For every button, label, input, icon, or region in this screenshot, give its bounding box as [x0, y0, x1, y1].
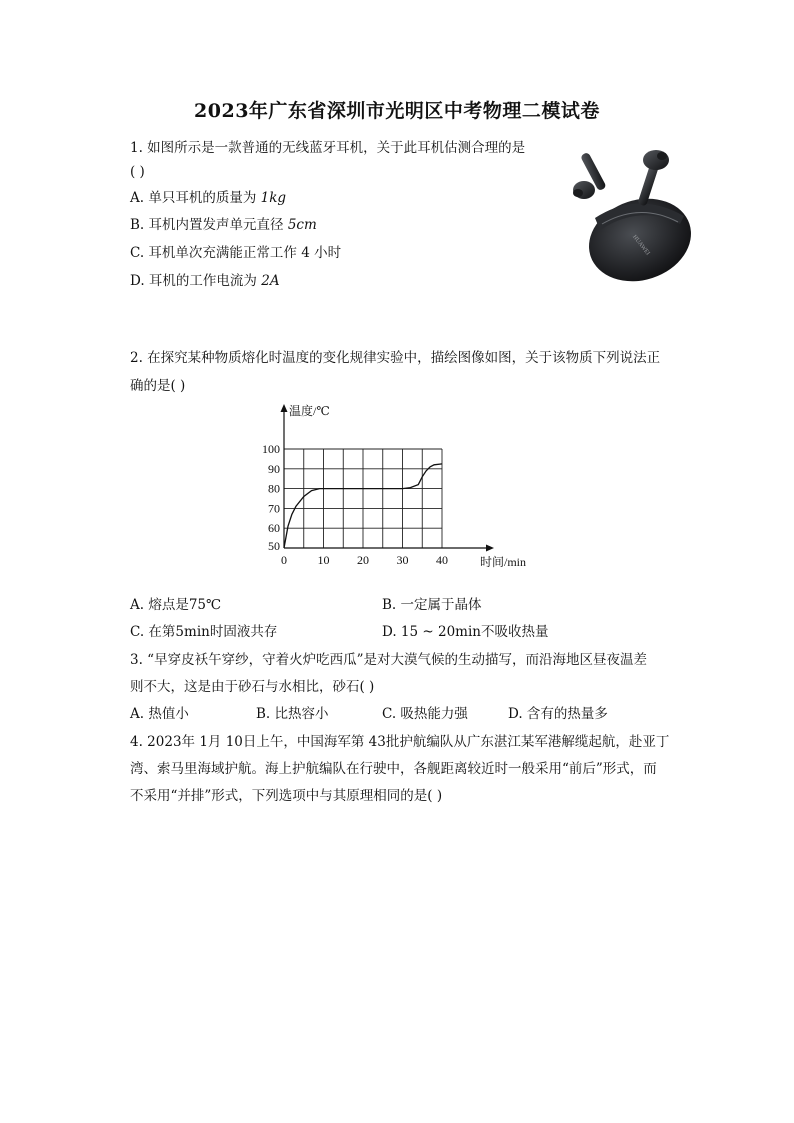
melting-curve-chart [250, 400, 550, 580]
y-axis-arrow [281, 404, 288, 412]
q1-option-a: A. 单只耳机的质量为 1kg [130, 190, 287, 206]
x-tick-label: 40 [436, 553, 448, 567]
q3-option-a: A. 热值小 [130, 706, 189, 722]
q4-stem-line-3: 不采用“并排”形式，下列选项中与其原理相同的是( ) [130, 788, 443, 804]
page-title: 2023年广东省深圳市光明区中考物理二模试卷 [194, 100, 600, 122]
q2-option-d: D. 15 ~ 20min不吸收热量 [382, 624, 549, 640]
q2-option-c: C. 在第5min时固液共存 [130, 624, 278, 640]
y-tick-label: 80 [268, 481, 280, 496]
q1-option-d: D. 耳机的工作电流为 2A [130, 273, 280, 289]
q1-option-b: B. 耳机内置发声单元直径 5cm [130, 217, 317, 233]
y-tick-label: 50 [268, 539, 280, 553]
y-tick-label: 100 [262, 442, 280, 456]
q2-option-b: B. 一定属于晶体 [382, 597, 482, 613]
y-tick-label: 70 [268, 501, 280, 516]
q1-stem-line-1: 1. 如图所示是一款普通的无线蓝牙耳机，关于此耳机估测合理的是 [130, 140, 526, 156]
x-tick-label: 0 [281, 553, 287, 567]
y-axis-label: 温度/℃ [289, 404, 330, 418]
q2-stem-line-1: 2. 在探究某种物质熔化时温度的变化规律实验中，描绘图像如图，关于该物质下列说法正 [130, 350, 661, 366]
chart-grid [284, 449, 442, 548]
x-tick-label: 10 [317, 553, 330, 567]
left-earbud [573, 152, 607, 199]
q4-stem-line-1: 4. 2023年 1月 10日上午，中国海军第 43批护航编队从广东湛江某军港解缆起航，赴亚丁 [130, 734, 670, 750]
q2-stem-line-2: 确的是( ) [130, 378, 186, 394]
x-axis-label: 时间/min [480, 555, 527, 569]
x-axis-arrow [486, 545, 494, 552]
q1-stem-line-2: ( ) [130, 164, 145, 180]
chart-axes [281, 404, 495, 552]
y-tick-label: 90 [268, 461, 280, 476]
q3-stem-line-2: 则不大，这是由于砂石与水相比，砂石( ) [130, 679, 375, 695]
q4-stem-line-2: 湾、索马里海域护航。海上护航编队在行驶中，各舰距离较近时一般采用“前后”形式，而 [130, 761, 657, 777]
q3-stem-line-1: 3. “早穿皮袄午穿纱，守着火炉吃西瓜”是对大漠气候的生动描写，而沿海地区昼夜温差 [130, 652, 647, 668]
x-tick-label: 30 [396, 553, 409, 567]
q3-option-b: B. 比热容小 [256, 706, 329, 722]
case-logo: HUAWEI [631, 234, 651, 257]
x-tick-label: 20 [357, 553, 369, 567]
right-earbud [637, 150, 669, 206]
earbuds-photo-icon [560, 140, 700, 290]
q2-option-a: A. 熔点是75℃ [130, 597, 222, 613]
y-tick-label: 60 [268, 521, 280, 536]
q3-option-d: D. 含有的热量多 [508, 706, 608, 722]
q3-option-c: C. 吸热能力强 [382, 706, 468, 722]
q1-option-c: C. 耳机单次充满能正常工作 4 小时 [130, 245, 342, 261]
